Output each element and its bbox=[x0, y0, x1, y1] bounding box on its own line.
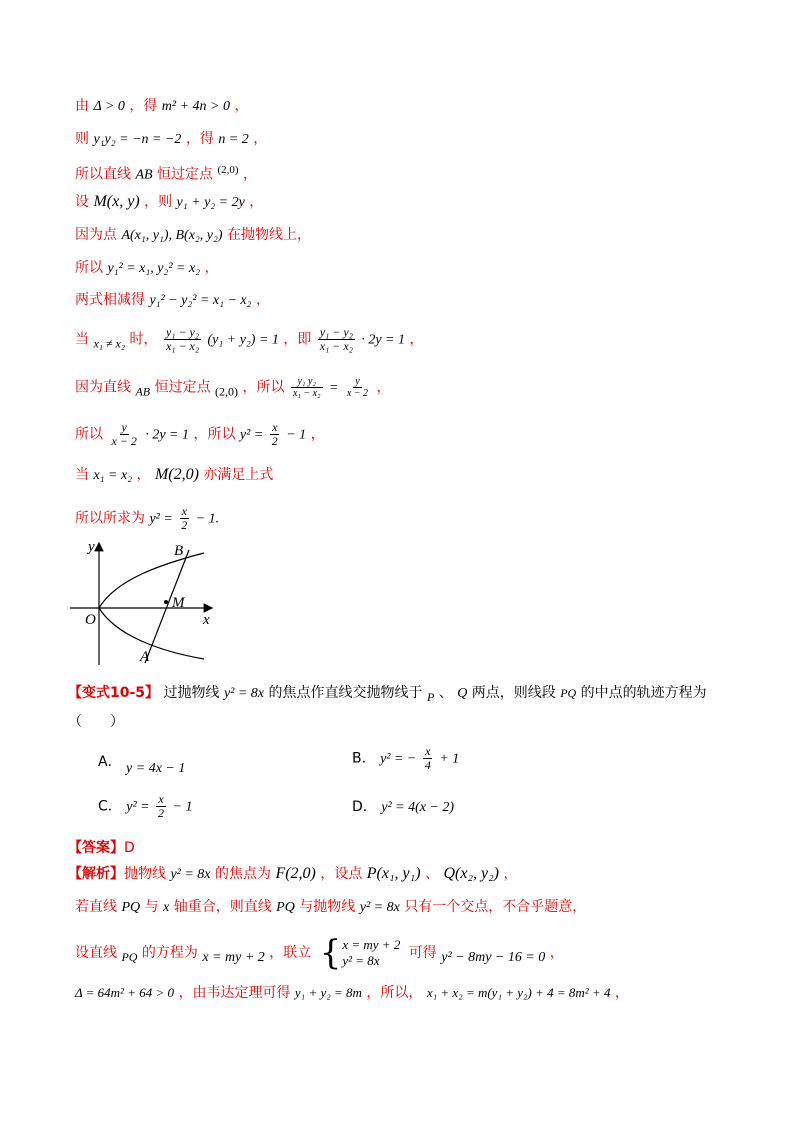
text: ， bbox=[614, 985, 629, 1001]
math: PQ bbox=[560, 686, 577, 700]
text: ， bbox=[204, 260, 219, 276]
text: 当 bbox=[75, 467, 89, 483]
text: ，所以， bbox=[366, 985, 423, 1001]
option-b[interactable] bbox=[352, 745, 459, 772]
answer-label: 【答案】 bbox=[68, 840, 124, 856]
math: y₁² − y₂² = x₁ − x₂ bbox=[149, 293, 252, 308]
point-a-label: A bbox=[140, 649, 150, 665]
text: ， bbox=[136, 467, 151, 483]
fraction bbox=[179, 505, 189, 532]
fraction bbox=[423, 745, 433, 772]
solution-line-12 bbox=[75, 505, 219, 532]
answer-line bbox=[68, 838, 135, 858]
denominator: x₁ − x₂ bbox=[319, 339, 353, 353]
solution-line-9 bbox=[75, 376, 391, 401]
math: AB bbox=[135, 167, 153, 183]
solution-line-10 bbox=[75, 421, 325, 448]
math: n = 2 bbox=[218, 132, 249, 147]
text: 过抛物线 bbox=[163, 685, 220, 701]
math: Δ = 64m² + 64 > 0 bbox=[75, 985, 174, 1000]
text: 因为直线 bbox=[75, 379, 131, 396]
math: x = my + 2 bbox=[202, 949, 265, 965]
math: − 1 bbox=[286, 427, 307, 443]
text: 亦满足上式 bbox=[203, 467, 274, 483]
text: 所以 bbox=[75, 426, 103, 443]
math: y² = 8x bbox=[223, 686, 265, 701]
problem-blank bbox=[68, 712, 124, 732]
math: y² = bbox=[149, 511, 173, 527]
text: ， bbox=[243, 166, 257, 183]
numerator: y bbox=[355, 376, 360, 387]
fraction bbox=[345, 376, 370, 399]
solution-line-5 bbox=[75, 225, 311, 246]
option-letter: B． bbox=[352, 750, 376, 767]
analysis-line-2 bbox=[75, 897, 586, 918]
text: ，则 bbox=[144, 194, 173, 210]
text: ， bbox=[253, 131, 268, 147]
fraction bbox=[318, 326, 355, 353]
parabola-curve bbox=[99, 553, 204, 659]
math: PQ bbox=[276, 900, 295, 915]
text: 恒过定点 bbox=[157, 166, 214, 183]
math: M(x, y) bbox=[93, 193, 140, 210]
fraction bbox=[156, 793, 166, 820]
math: − 1. bbox=[195, 511, 220, 527]
denominator: x₁ − x₂ bbox=[292, 388, 321, 399]
text: 、 bbox=[438, 685, 453, 701]
problem-statement bbox=[68, 683, 707, 707]
text: 恒过定点 bbox=[154, 379, 211, 396]
denominator: x₁ − x₂ bbox=[165, 339, 200, 353]
analysis-line-3 bbox=[75, 933, 564, 973]
math: y₁² = x₁, y₂² = x₂ bbox=[107, 261, 201, 276]
math: Q(x₂, y₂) bbox=[443, 865, 499, 882]
solution-line-8 bbox=[75, 326, 423, 353]
math: y² = 8x bbox=[170, 867, 211, 882]
text: 与抛物线 bbox=[299, 899, 356, 915]
denominator: x − 2 bbox=[346, 388, 369, 399]
text: ，即 bbox=[283, 331, 312, 348]
numerator: y bbox=[121, 420, 127, 434]
solution-line-4 bbox=[75, 192, 263, 213]
text: ， bbox=[310, 426, 325, 443]
analysis-line-4 bbox=[75, 983, 629, 1003]
numerator: x bbox=[158, 792, 164, 806]
math: P(x₁, y₁) bbox=[366, 865, 421, 882]
text: ， bbox=[409, 331, 424, 348]
text: 在抛物线上， bbox=[226, 227, 311, 243]
text: 所以直线 bbox=[75, 166, 131, 183]
math: AB bbox=[135, 384, 151, 399]
math: = bbox=[328, 380, 339, 396]
solution-line-1 bbox=[75, 96, 248, 117]
parabola-figure bbox=[68, 535, 228, 670]
math: PQ bbox=[121, 900, 141, 915]
fraction bbox=[291, 376, 323, 399]
text: ，设点 bbox=[320, 866, 363, 882]
math: Δ > 0 bbox=[93, 99, 125, 114]
numerator: x bbox=[272, 420, 278, 434]
system-rows bbox=[342, 937, 400, 969]
math: (2,0) bbox=[215, 384, 239, 399]
math: (y₁ + y₂) = 1 bbox=[207, 332, 279, 348]
solution-line-3 bbox=[75, 160, 257, 186]
option-text: y² = − bbox=[380, 751, 417, 767]
text: ，所以 bbox=[242, 379, 285, 396]
math: F(2,0) bbox=[275, 865, 316, 882]
math: x₁ + x₂ = m(y₁ + y₂) + 4 = 8m² + 4 bbox=[426, 985, 611, 1000]
text: 所以所求为 bbox=[75, 510, 145, 527]
analysis-label: 【解析】 bbox=[68, 866, 124, 882]
text: ， bbox=[234, 98, 249, 114]
option-d[interactable] bbox=[352, 797, 454, 818]
solution-line-7 bbox=[75, 290, 270, 311]
math: P bbox=[426, 689, 435, 704]
fraction bbox=[164, 326, 201, 353]
text: 两式相减得 bbox=[75, 292, 145, 308]
point-m bbox=[164, 600, 168, 604]
math: y² = 8x bbox=[359, 900, 400, 915]
numerator: y₁ − y₂ bbox=[165, 325, 200, 339]
text: 所以 bbox=[75, 260, 103, 276]
answer-value: D bbox=[124, 840, 135, 856]
text: 的中点的轨迹方程为 bbox=[580, 685, 707, 701]
math: (2,0) bbox=[217, 164, 239, 176]
option-c[interactable] bbox=[98, 793, 192, 820]
text: 的焦点作直线交抛物线于 bbox=[268, 685, 423, 701]
denominator: 2 bbox=[158, 806, 165, 820]
equation-system bbox=[319, 933, 401, 973]
option-text: y² = 4(x − 2) bbox=[381, 800, 455, 815]
math: y₁ + y₂ = 8m bbox=[294, 985, 362, 1000]
denominator: 2 bbox=[271, 434, 278, 448]
math: y₁ + y₂ = 2y bbox=[176, 195, 245, 210]
point-m-label: M bbox=[172, 595, 185, 611]
math: PQ bbox=[121, 949, 138, 964]
option-letter: C． bbox=[98, 798, 122, 815]
x-axis-label: x bbox=[203, 612, 210, 628]
math: y² = bbox=[239, 427, 264, 443]
math: Q bbox=[457, 686, 468, 701]
math: x₁ ≠ x₂ bbox=[93, 336, 126, 351]
text: 只有一个交点，不合乎题意， bbox=[404, 899, 587, 915]
denominator: 4 bbox=[424, 758, 431, 772]
text: ， bbox=[249, 194, 264, 210]
answer-blank: （ ） bbox=[68, 714, 124, 730]
text: 设直线 bbox=[75, 945, 117, 961]
solution-line-6 bbox=[75, 258, 219, 279]
text: 的焦点为 bbox=[214, 866, 271, 882]
origin-label: O bbox=[85, 612, 96, 628]
analysis-line-1 bbox=[68, 864, 517, 885]
option-text: + 1 bbox=[439, 751, 460, 767]
denominator: x − 2 bbox=[111, 434, 137, 448]
text: ， bbox=[376, 379, 391, 396]
text: ， bbox=[503, 866, 518, 882]
text: 轴重合，则直线 bbox=[173, 899, 272, 915]
text: 可得 bbox=[408, 945, 437, 961]
text: 设 bbox=[75, 194, 89, 210]
numerator: y₁ y₂ bbox=[297, 376, 316, 387]
option-letter: A． bbox=[98, 754, 122, 770]
option-letter: D． bbox=[352, 799, 377, 815]
math: · 2y = 1 bbox=[145, 427, 190, 443]
fraction bbox=[270, 421, 280, 448]
numerator: x bbox=[181, 504, 187, 518]
problem-tag: 【变式10-5】 bbox=[68, 685, 160, 701]
text: ，联立 bbox=[269, 945, 312, 961]
math: M(2,0) bbox=[154, 466, 199, 483]
text: ， bbox=[255, 292, 270, 308]
option-text: − 1 bbox=[172, 799, 193, 815]
math: A(x₁, y₁), B(x₂, y₂) bbox=[121, 228, 223, 243]
point-b-label: B bbox=[174, 543, 184, 559]
text: 的方程为 bbox=[141, 945, 198, 961]
option-text: y = 4x − 1 bbox=[126, 761, 186, 776]
text: 当 bbox=[75, 331, 89, 348]
text: 由 bbox=[75, 98, 89, 114]
option-a[interactable] bbox=[98, 752, 186, 776]
text: 若直线 bbox=[75, 899, 117, 915]
fraction bbox=[109, 421, 138, 448]
text: ，由韦达定理可得 bbox=[178, 985, 291, 1001]
text: ， bbox=[549, 945, 564, 961]
math: x₁ = x₂ bbox=[93, 468, 133, 483]
math: · 2y = 1 bbox=[361, 332, 406, 348]
text: 时， bbox=[129, 331, 158, 348]
solution-line-2 bbox=[75, 129, 267, 150]
math: m² + 4n > 0 bbox=[161, 99, 230, 114]
text: ，所以 bbox=[193, 426, 236, 443]
text: ，得 bbox=[185, 131, 214, 147]
y-axis-label: y bbox=[88, 539, 95, 555]
numerator: x bbox=[425, 744, 431, 758]
solution-line-11 bbox=[75, 465, 273, 486]
text: 抛物线 bbox=[124, 866, 166, 882]
brace: { bbox=[319, 933, 342, 973]
option-text: y² = bbox=[126, 799, 150, 815]
text: 则 bbox=[75, 131, 89, 147]
text: 因为点 bbox=[75, 227, 117, 243]
system-row-2: y² = 8x bbox=[342, 953, 380, 968]
text: ，得 bbox=[129, 98, 158, 114]
denominator: 2 bbox=[181, 518, 188, 532]
text: 、 bbox=[425, 866, 439, 882]
text: 两点，则线段 bbox=[471, 685, 556, 701]
text: 与 bbox=[144, 899, 159, 915]
math: y² − 8my − 16 = 0 bbox=[441, 949, 546, 965]
numerator: y₁ − y₂ bbox=[319, 325, 353, 339]
system-row-1: x = my + 2 bbox=[342, 937, 401, 952]
math: x bbox=[163, 900, 170, 915]
math: y₁y₂ = −n = −2 bbox=[93, 132, 182, 147]
